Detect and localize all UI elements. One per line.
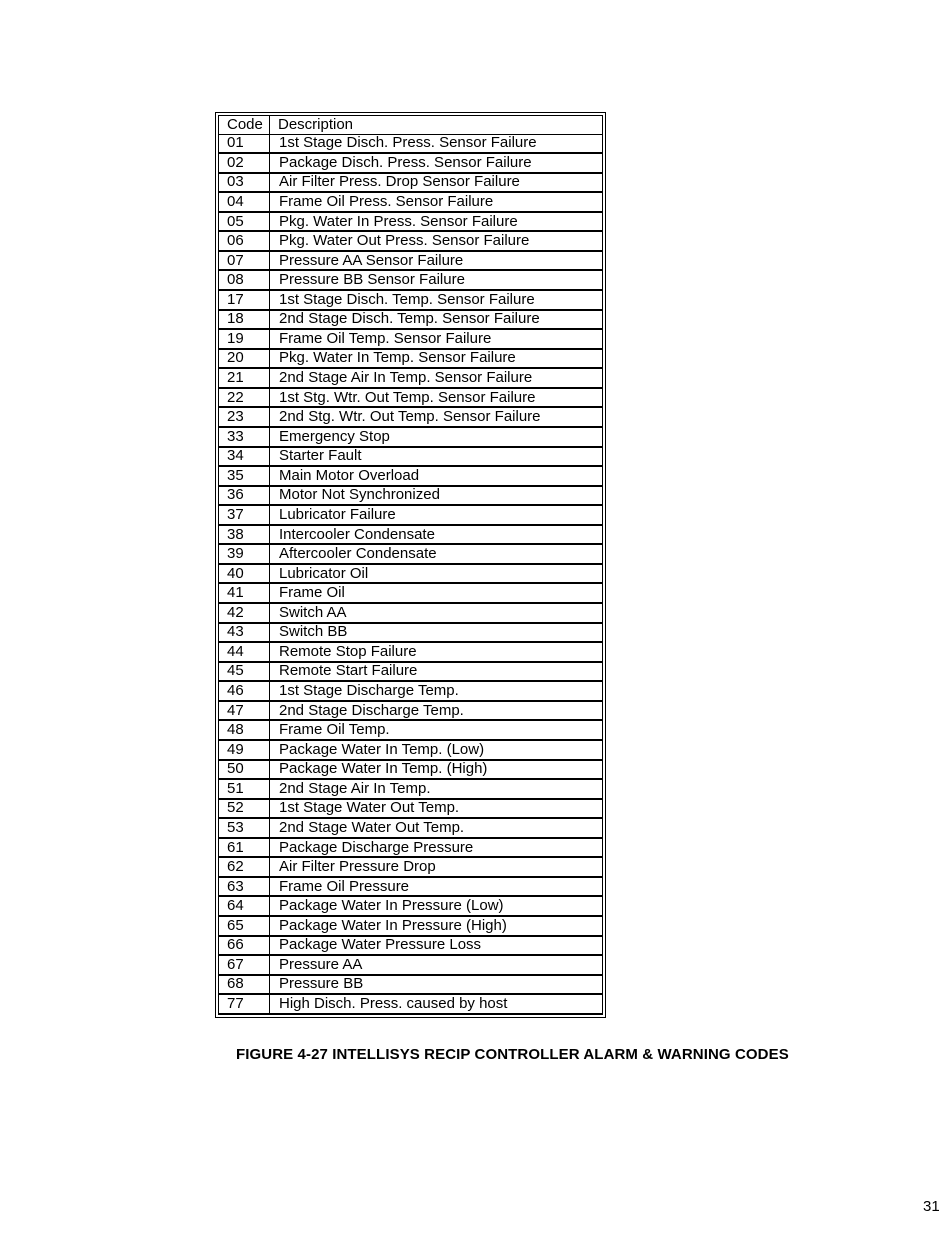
alarm-description-cell: 1st Stage Disch. Temp. Sensor Failure [270,290,603,310]
alarm-description-cell: Intercooler Condensate [270,525,603,545]
alarm-description-cell: Pkg. Water Out Press. Sensor Failure [270,231,603,251]
alarm-code-cell: 45 [219,662,270,682]
alarm-code-cell: 51 [219,779,270,799]
table-row [219,818,603,838]
table-row [219,740,603,760]
alarm-description-cell: Package Water Pressure Loss [270,936,603,956]
column-header-code: Code [219,116,270,135]
table-row [219,231,603,251]
table-row [219,603,603,623]
table-row [219,505,603,525]
table-row [219,564,603,584]
column-header-description: Description [270,116,603,135]
alarm-code-cell: 77 [219,994,270,1014]
table-row [219,368,603,388]
alarm-code-cell: 20 [219,349,270,369]
table-row [219,310,603,330]
alarm-description-cell: Switch BB [270,623,603,643]
alarm-code-cell: 35 [219,466,270,486]
alarm-code-cell: 17 [219,290,270,310]
table-row [219,936,603,956]
table-row [219,779,603,799]
table-row [219,857,603,877]
table-row [219,662,603,682]
table-row [219,544,603,564]
alarm-code-cell: 05 [219,212,270,232]
alarm-description-cell: Air Filter Pressure Drop [270,857,603,877]
alarm-code-cell: 68 [219,975,270,995]
table-row [219,290,603,310]
alarm-code-cell: 38 [219,525,270,545]
alarm-description-cell: Main Motor Overload [270,466,603,486]
table-row [219,525,603,545]
table-row [219,466,603,486]
alarm-code-cell: 46 [219,681,270,701]
alarm-code-cell: 42 [219,603,270,623]
alarm-code-cell: 52 [219,799,270,819]
alarm-description-cell: Air Filter Press. Drop Sensor Failure [270,173,603,193]
table-row [219,486,603,506]
alarm-code-cell: 04 [219,192,270,212]
table-row [219,388,603,408]
alarm-code-cell: 36 [219,486,270,506]
table-row [219,720,603,740]
table-row [219,212,603,232]
alarm-code-cell: 47 [219,701,270,721]
table-row [219,799,603,819]
alarm-code-cell: 66 [219,936,270,956]
alarm-code-cell: 67 [219,955,270,975]
alarm-code-cell: 61 [219,838,270,858]
alarm-description-cell: Package Water In Temp. (Low) [270,740,603,760]
alarm-description-cell: 2nd Stage Water Out Temp. [270,818,603,838]
alarm-description-cell: Frame Oil Pressure [270,877,603,897]
table-row [219,916,603,936]
figure-caption: FIGURE 4-27 INTELLISYS RECIP CONTROLLER ALARM & WARNING CODES [236,1046,789,1063]
table-row [219,251,603,271]
page-number: 31 [923,1198,940,1215]
alarm-code-cell: 18 [219,310,270,330]
alarm-codes-table-frame [215,112,606,1018]
table-row [219,447,603,467]
alarm-code-cell: 49 [219,740,270,760]
table-row [219,994,603,1014]
alarm-code-cell: 19 [219,329,270,349]
alarm-code-cell: 06 [219,231,270,251]
alarm-description-cell: Package Water In Pressure (High) [270,916,603,936]
alarm-description-cell: Pressure AA Sensor Failure [270,251,603,271]
alarm-description-cell: 2nd Stage Discharge Temp. [270,701,603,721]
alarm-description-cell: Package Water In Pressure (Low) [270,896,603,916]
alarm-description-cell: Remote Stop Failure [270,642,603,662]
alarm-code-cell: 65 [219,916,270,936]
table-row [219,270,603,290]
alarm-description-cell: High Disch. Press. caused by host [270,994,603,1014]
alarm-description-cell: 1st Stage Disch. Press. Sensor Failure [270,134,603,153]
alarm-description-cell: Pkg. Water In Temp. Sensor Failure [270,349,603,369]
table-row [219,153,603,173]
alarm-description-cell: Frame Oil [270,583,603,603]
table-row [219,349,603,369]
alarm-description-cell: Pkg. Water In Press. Sensor Failure [270,212,603,232]
alarm-description-cell: Lubricator Failure [270,505,603,525]
alarm-code-cell: 03 [219,173,270,193]
table-row [219,838,603,858]
table-row [219,583,603,603]
table-header-row [219,116,603,135]
alarm-description-cell: Lubricator Oil [270,564,603,584]
alarm-code-cell: 37 [219,505,270,525]
alarm-code-cell: 34 [219,447,270,467]
alarm-description-cell: Package Discharge Pressure [270,838,603,858]
alarm-description-cell: 1st Stg. Wtr. Out Temp. Sensor Failure [270,388,603,408]
table-row [219,407,603,427]
alarm-code-cell: 21 [219,368,270,388]
alarm-code-cell: 08 [219,270,270,290]
alarm-description-cell: Switch AA [270,603,603,623]
table-row [219,642,603,662]
alarm-code-cell: 22 [219,388,270,408]
alarm-code-cell: 02 [219,153,270,173]
alarm-code-cell: 64 [219,896,270,916]
alarm-code-cell: 43 [219,623,270,643]
alarm-code-cell: 33 [219,427,270,447]
table-row [219,760,603,780]
table-row [219,173,603,193]
alarm-description-cell: Package Disch. Press. Sensor Failure [270,153,603,173]
alarm-description-cell: Frame Oil Press. Sensor Failure [270,192,603,212]
table-row [219,623,603,643]
alarm-description-cell: Starter Fault [270,447,603,467]
alarm-code-cell: 44 [219,642,270,662]
alarm-description-cell: Frame Oil Temp. Sensor Failure [270,329,603,349]
alarm-description-cell: 2nd Stage Disch. Temp. Sensor Failure [270,310,603,330]
alarm-code-cell: 01 [219,134,270,153]
table-row [219,877,603,897]
alarm-code-cell: 07 [219,251,270,271]
table-row [219,134,603,153]
table-row [219,681,603,701]
alarm-description-cell: Pressure AA [270,955,603,975]
alarm-code-cell: 39 [219,544,270,564]
alarm-codes-table [218,115,603,1015]
alarm-description-cell: Package Water In Temp. (High) [270,760,603,780]
table-body [219,134,603,1014]
alarm-description-cell: 2nd Stg. Wtr. Out Temp. Sensor Failure [270,407,603,427]
table-row [219,192,603,212]
table-row [219,701,603,721]
alarm-description-cell: Aftercooler Condensate [270,544,603,564]
alarm-code-cell: 41 [219,583,270,603]
alarm-description-cell: 2nd Stage Air In Temp. [270,779,603,799]
alarm-description-cell: Frame Oil Temp. [270,720,603,740]
table-row [219,427,603,447]
alarm-code-cell: 63 [219,877,270,897]
table-row [219,329,603,349]
alarm-description-cell: 1st Stage Water Out Temp. [270,799,603,819]
table-row [219,955,603,975]
alarm-code-cell: 23 [219,407,270,427]
alarm-description-cell: Pressure BB [270,975,603,995]
alarm-code-cell: 50 [219,760,270,780]
table-row [219,975,603,995]
alarm-description-cell: 2nd Stage Air In Temp. Sensor Failure [270,368,603,388]
alarm-description-cell: Emergency Stop [270,427,603,447]
alarm-code-cell: 62 [219,857,270,877]
alarm-code-cell: 53 [219,818,270,838]
alarm-description-cell: Motor Not Synchronized [270,486,603,506]
alarm-description-cell: 1st Stage Discharge Temp. [270,681,603,701]
table-row [219,896,603,916]
alarm-description-cell: Pressure BB Sensor Failure [270,270,603,290]
alarm-description-cell: Remote Start Failure [270,662,603,682]
alarm-code-cell: 48 [219,720,270,740]
alarm-code-cell: 40 [219,564,270,584]
